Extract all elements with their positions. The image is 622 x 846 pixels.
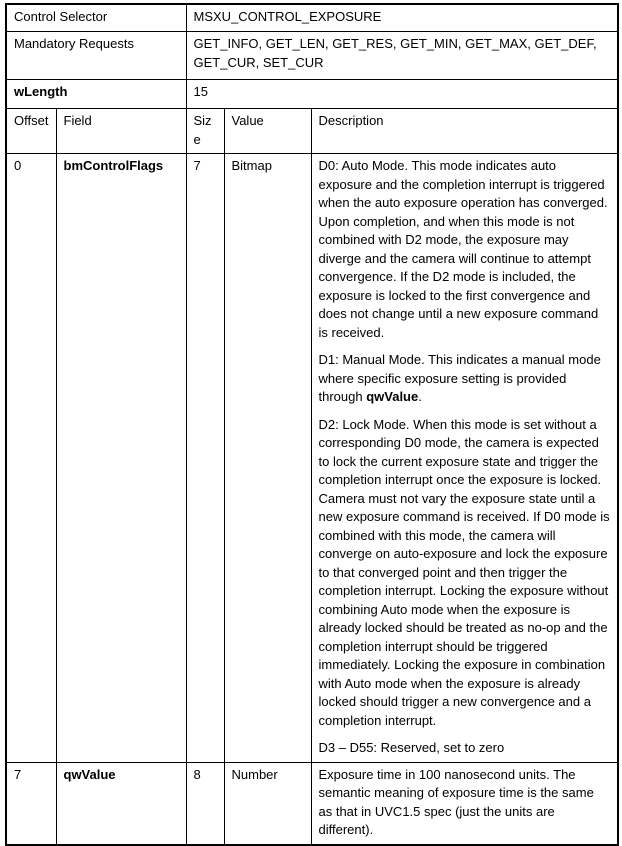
table-row-bmcontrolflags: [6, 154, 618, 763]
wlength-label: wLength: [6, 80, 186, 109]
description-cell: Exposure time in 100 nanosecond units. The semantic meaning of exposure time is the same as that in UVC1.5 spec (just the units are different).: [311, 762, 618, 845]
size-cell: 7: [186, 154, 224, 763]
column-header-row: [6, 109, 618, 154]
mandatory-requests-label: Mandatory Requests: [6, 32, 186, 80]
table-row-qwvalue: [6, 762, 618, 845]
header-offset: Offset: [6, 109, 56, 154]
header-value: Value: [224, 109, 311, 154]
wlength-value: 15: [186, 80, 618, 109]
value-cell: Number: [224, 762, 311, 845]
field-cell: qwValue: [56, 762, 186, 845]
info-row-control-selector: [6, 4, 618, 32]
info-row-wlength: [6, 80, 618, 109]
mandatory-requests-value: GET_INFO, GET_LEN, GET_RES, GET_MIN, GET_MAX, GET_DEF, GET_CUR, SET_CUR: [186, 32, 618, 80]
field-cell: bmControlFlags: [56, 154, 186, 763]
size-cell: 8: [186, 762, 224, 845]
offset-cell: 7: [6, 762, 56, 845]
header-description: Description: [311, 109, 618, 154]
offset-cell: 0: [6, 154, 56, 763]
info-row-mandatory-requests: [6, 32, 618, 80]
header-field: Field: [56, 109, 186, 154]
control-spec-table: [5, 3, 619, 846]
value-cell: Bitmap: [224, 154, 311, 763]
description-cell: D0: Auto Mode. This mode indicates auto exposure and the completion interrupt is triggered when the auto exposure operation has converged. Upon completion, and when this mode is not combined with D2 mode, the exposure may diverge and the camera will continue to attempt convergence. If the D2 mode is included, the exposure is locked to the first convergence and does not change until a new exposure command is received. D1: Manual Mode. This indicates a manual mode where specific exposure setting is provided through qwValue. D2: Lock Mode. When this mode is set without a corresponding D0 mode, the camera is expected to lock the current exposure state and trigger the completion interrupt once the exposure is locked. Camera must not vary the exposure state until a new exposure command is received. If D0 mode is combined with this mode, the camera will converge on auto-exposure and lock the exposure to that converged point and then trigger the completion interrupt. Locking the exposure without combining Auto mode when the exposure is already locked should be treated as no-op and the completion interrupt should be triggered immediately. Locking the exposure in combination with Auto mode when the exposure is already locked should trigger a new convergence and a completion interrupt. D3 – D55: Reserved, set to zero: [311, 154, 618, 763]
control-selector-value: MSXU_CONTROL_EXPOSURE: [186, 4, 618, 32]
header-size: Size: [186, 109, 224, 154]
control-selector-label: Control Selector: [6, 4, 186, 32]
